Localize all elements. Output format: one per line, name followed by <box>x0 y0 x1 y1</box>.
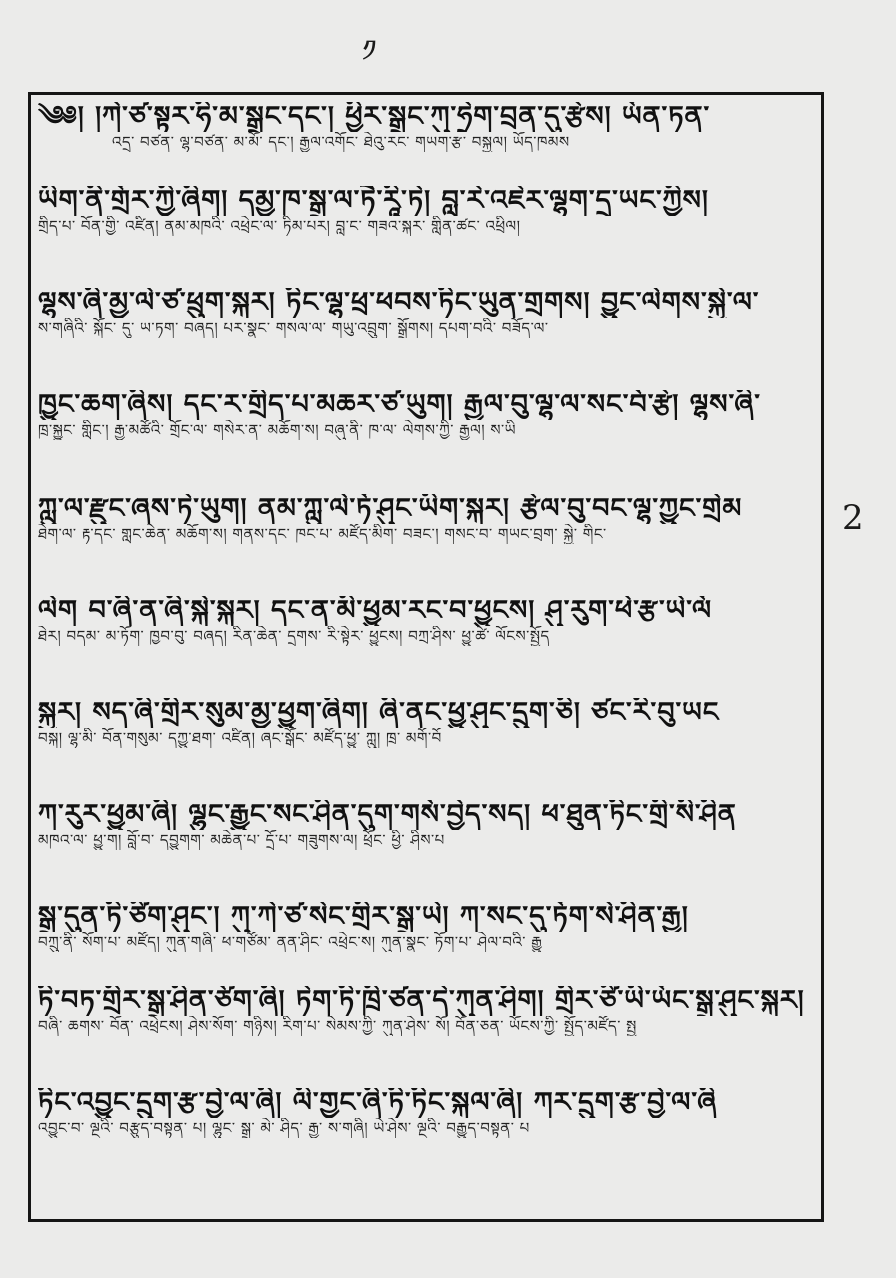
root-text: ལྷས་ཞི་མྱ་ལེ་ཙ་ཕྲུག་སྐར། ཏིང་ལྷ་ཕྲ་ཕབས་ཏིང་ཡུན་གྲགས། བྱུང་ལེགས་སྐྱེ་ལ་ <box>38 288 760 318</box>
root-text: སྒྲ་དུན་ཏི་ཙིག་ཤུང་། ཀུ་ཀེ་ཙ་སེང་གྲིར་སྒྲ་ཡེ། ཀ་སང་དུ་ཏོག་སེ་ཤིན་རྒྱ། <box>38 902 689 932</box>
verse-line-8 <box>38 800 820 850</box>
interlinear-gloss: འདྲ་ བཙན་ ལྷ་བཙན་ མ་མོ་ དང་། རྒྱལ་འགོང་ ཐེའུ་རང་ གཡག་རྩ་ བསྐྱལ། ཡོད་ཁམས <box>112 133 570 151</box>
verse-line-10 <box>38 986 820 1036</box>
root-text: ལེག བ་ཞི་ན་ཞི་སྐེ་སྐར། དང་ན་མི་ཕྱུམ་རང་བ་ཕྱུངས། ཤུ་རུག་ཕེ་རྩ་ཡེ་ལོ <box>38 596 713 626</box>
interlinear-gloss: ཐེར། བདམ་ མ་ཏོག་ ཁྱབ་བུ་ བཞད། རིན་ཆེན་ དྲགས་ རི་སྟེར་ ཕྱུངས། བཀྲ་ཤིས་ ཕྱུ་ཚེ་ ལོངས་སྤྱོད <box>38 627 550 645</box>
interlinear-gloss: འབྱུང་བ་ ལྔའི་ བརྩུད་བསྟན་ པ། ལྷུང་ སྒྲ་ མེ་ ཤིད་ རྒྱ་ ས་གཞི། ཡེ་ཤེས་ ལྔའི་ བརྒྱུད་བསྟན་ པ <box>38 1119 530 1137</box>
verse-line-5 <box>38 494 820 544</box>
root-text: ཀ་རུར་ཕྱུམ་ཞི། ལྷུང་རྒྱུང་སང་ཤིན་དུག་གསོ་བྱེད་སད། ཕ་ཐུན་ཏིང་གྲི་སི་ཤིན <box>38 800 737 830</box>
root-text: ཁྱུང་ཆག་ཞིས། དང་ར་གྲིད་པ་མཆར་ཙ་ཡུག། རྒྱལ་བུ་ལྷ་ལ་སང་བོ་རྩེ། ལྷས་ཞི་ <box>38 390 761 420</box>
root-text: ཀླུ་ལ་རྫུང་ཞས་ཏེ་ཡུག། ནམ་ཀླུ་ལེ་ཏོ་ཤུང་ཡིག་སྐར། རྩེལ་བུ་བང་ལྷ་ཀྱུང་གྲེམ <box>38 494 743 524</box>
verse-line-2 <box>38 186 820 236</box>
text-body <box>34 98 822 1214</box>
interlinear-gloss: ཁྲ་སྐྱུང་ གླིང་། རྒྱ་མཚོའི་ གྲོང་ལ་ གསེར་ན་ མཆོག་ས། བཞུ་ནི་ ཁ་ལ་ ལེགས་ཀྱི་ རྒྱལ། ས་ཡི <box>38 421 517 439</box>
verse-line-1 <box>38 102 820 152</box>
root-text: སྐྱར། སད་ཞི་གྲིར་སུམ་མྱ་ཕྱུག་ཞིག། ཞི་ནང་ཕྱུ་ཤུང་དྲུག་ཅི། ཙང་རི་བུ་ཡང <box>38 698 720 728</box>
interlinear-gloss: བསྐ། ལྷ་མི་ བོན་གསུམ་ དཀྱུ་ཐག་ འཛིན། ཞང་སྒོང་ མཛོད་ཕྱུ་ ཀླུ། ཁྲ་ མགོ་བོ <box>38 729 442 747</box>
interlinear-gloss: བཀྲུ་ནི་ སོག་པ་ མཛོད། ཀུན་གཞི་ ཕ་གཙོམ་ ནན་ཤིང་ འཕྲེང་ས། ཀུན་སྣང་ ཏོག་པ་ ཤེལ་བའི་ རྒྱུ <box>38 933 543 951</box>
interlinear-gloss: ཐེག་ལ་ རྟ་དང་ གླང་ཆེན་ མཆོག་ས། གནས་དང་ ཁང་པ་ མཛོད་མིག་ བཟང་། གསང་བ་ གཡང་བྲག་ སྐྱེ་ གིང་ <box>38 525 607 543</box>
verse-line-7 <box>38 698 820 748</box>
margin-page-number: 2 <box>842 498 864 538</box>
verse-line-9 <box>38 902 820 952</box>
root-text: ༄༅། །ཀེ་ཙ་སྟར་ཧི་མ་སྒྲུང་དང་། ཕྱིར་སྒྲུང་ཀུ་ཧྲེག་བྲན་དུ་རྩེས། ཡོན་ཏན་ <box>38 102 711 132</box>
verse-line-11 <box>38 1088 820 1138</box>
interlinear-gloss: བཞི་ ཆགས་ བོན་ འཕྲེངས། ཤེས་སོག་ གཉིས། རིག་པ་ སེམས་ཀྱི་ ཀུན་ཤེས་ སོ། བོན་ཅན་ ཡོངས་ཀྱི་ སྤྱོད་མཛོད་ སྤྱ <box>38 1017 637 1035</box>
page-number: ༡ <box>362 34 377 69</box>
interlinear-gloss: ས་གཞིའི་ སྐོང་ དུ་ ཡ་ཏག་ བཞད། པར་སྣང་ གསལ་ལ་ གཡུ་འབྲུག་ སྒྲོགས། དཔག་བའི་ བཟོད་ལ་ <box>38 319 549 337</box>
verse-line-6 <box>38 596 820 646</box>
root-text: ཏིང་འབྱུང་དྲུག་རྩ་བྱེ་ལ་ཞི། ལི་གྱང་ཞི་ཏི་ཏིང་སྐལ་ཞི། ཀར་དྲུག་རྩ་བྱེ་ལ་ཞི <box>38 1088 718 1118</box>
verse-line-4 <box>38 390 820 440</box>
interlinear-gloss: མཁའ་ལ་ ཕྱུ་ག། བློ་བ་ དབྱུགག་ མཆེན་པ་ དྲོ་པ་ གཟུགས་ལ། ཕྲོང་ ཕྱི་ ཤིས་པ <box>38 831 445 849</box>
root-text: ཏི་བཏ་གྲིར་སྒྲ་ཤིན་ཙོག་ཞི། ཏེག་ཏི་ཁྲི་ཙན་དེ་ཀུན་ཤིག། གྲིར་ཙི་ཡི་ཡོང་སྒྲ་ཤུང་སྐར། <box>38 986 805 1016</box>
interlinear-gloss: གྲིད་པ་ བོན་གྱི་ འཛིན། ནམ་མཁའི་ འཕྲེང་ལ་ ཏིམ་པར། བླ་ང་ གཟའ་སྐར་ གླིན་ཚང་ འཕྲིལ། <box>38 217 521 235</box>
root-text: ཡིག་ནི་གྲོར་ཀྱི་ཞིག། དམྱ་ཁ་སྒྲ་ལ་ཏཻ་རཱི་ཏེ། བླ་རེ་འཇེར་ལྷག་དྲ་ཡང་ཀྱིས། <box>38 186 709 216</box>
verse-line-3 <box>38 288 820 338</box>
